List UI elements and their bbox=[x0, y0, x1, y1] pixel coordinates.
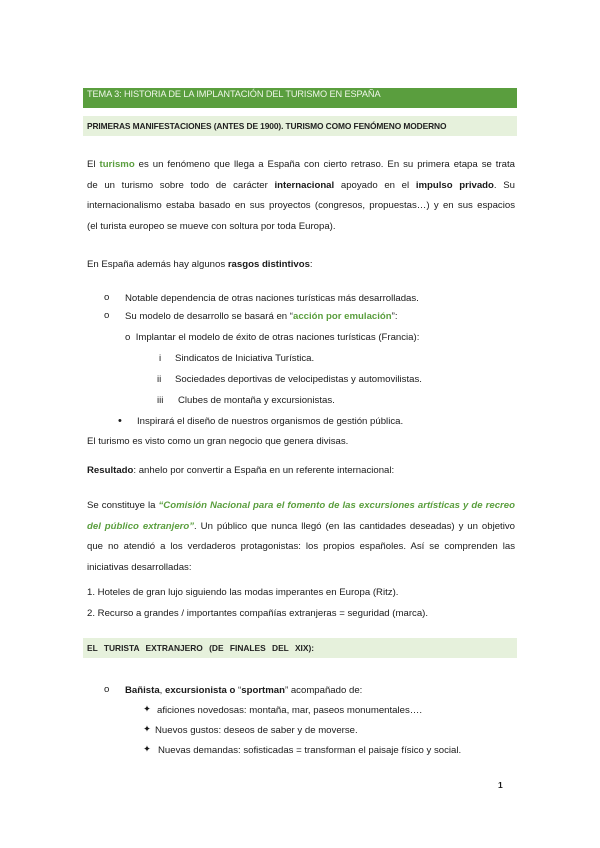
list-item-inspirara: Inspirará el diseño de nuestros organismos de gestión pública. bbox=[137, 416, 404, 427]
intro-line-4: (el turista europeo se mueve con soltura por toda Europa). bbox=[87, 220, 336, 232]
list-bullet: o bbox=[104, 684, 110, 695]
star-item-demandas: Nuevas demandas: sofisticadas = transforman el paisaje físico y social. bbox=[158, 745, 462, 756]
comision-paragraph bbox=[87, 496, 515, 578]
sub-item-implantar: o Implantar el modelo de éxito de otras naciones turísticas (Francia): bbox=[125, 332, 420, 343]
intro-line-3: internacionalismo estaba basado en sus proyectos (congresos, propuestas…) y en sus espacios bbox=[87, 200, 515, 211]
section-heading-primeras: PRIMERAS MANIFESTACIONES (ANTES DE 1900). TURISMO COMO FENÓMENO MODERNO bbox=[83, 116, 517, 136]
comision-line-1: Se constituye la “Comisión Nacional para el fomento de las excursiones artísticas y de recreo bbox=[87, 500, 515, 511]
term-turismo: turismo bbox=[99, 159, 135, 170]
list-item-banista: Bañista, excursionista o “sportman” acompañado de: bbox=[125, 685, 363, 696]
section-heading-turista: EL TURISTA EXTRANJERO (DE FINALES DEL XIX): bbox=[83, 638, 517, 658]
star-item-aficiones: aficiones novedosas: montaña, mar, paseos monumentales…. bbox=[157, 705, 423, 716]
comision-line-2: del público extranjero”. Un público que nunca llegó (en las cantidades deseadas) y un objetivo bbox=[87, 520, 515, 532]
star-item-gustos: Nuevos gustos: deseos de saber y de moverse. bbox=[155, 725, 358, 736]
roman-num: iii bbox=[157, 395, 164, 406]
list-bullet: o bbox=[104, 292, 110, 303]
star-bullet-icon: ✦ bbox=[143, 744, 152, 755]
resultado-line: Resultado: anhelo por convertir a España en un referente internacional: bbox=[87, 465, 395, 476]
numbered-item-recurso: 2. Recurso a grandes / importantes compañías extranjeras = seguridad (marca). bbox=[87, 608, 429, 619]
intro-line-1: El turismo es un fenómeno que llega a España con cierto retraso. En su primera etapa se trata bbox=[87, 159, 515, 170]
comision-line-4: iniciativas desarrolladas: bbox=[87, 561, 192, 573]
negocio-line: El turismo es visto como un gran negocio que genera divisas. bbox=[87, 436, 349, 447]
list-item-modelo: Su modelo de desarrollo se basará en “acción por emulación”: bbox=[125, 311, 398, 322]
comision-line-3: que no atendió a los verdaderos protagonistas: los propios españoles. Así se comprenden las bbox=[87, 541, 515, 552]
page-number: 1 bbox=[498, 780, 503, 790]
roman-item-sindicatos: Sindicatos de Iniciativa Turística. bbox=[175, 353, 315, 364]
roman-num: ii bbox=[157, 374, 162, 385]
intro-paragraph bbox=[87, 155, 515, 237]
rasgos-line: En España además hay algunos rasgos distintivos: bbox=[87, 259, 313, 270]
numbered-item-hoteles: 1. Hoteles de gran lujo siguiendo las modas imperantes en Europa (Ritz). bbox=[87, 587, 399, 598]
document-title: TEMA 3: HISTORIA DE LA IMPLANTACIÓN DEL TURISMO EN ESPAÑA bbox=[83, 88, 517, 108]
dot-bullet: • bbox=[118, 415, 122, 427]
list-item-dependencia: Notable dependencia de otras naciones turísticas más desarrolladas. bbox=[125, 293, 419, 304]
intro-line-2: de un turismo sobre todo de carácter internacional apoyado en el impulso privado. Su bbox=[87, 179, 515, 191]
star-bullet-icon: ✦ bbox=[143, 704, 152, 715]
roman-num: i bbox=[159, 353, 162, 364]
list-bullet: o bbox=[104, 310, 110, 321]
star-bullet-icon: ✦ bbox=[143, 724, 152, 735]
roman-item-sociedades: Sociedades deportivas de velocipedistas y automovilistas. bbox=[175, 374, 422, 385]
roman-item-clubes: Clubes de montaña y excursionistas. bbox=[178, 395, 335, 406]
